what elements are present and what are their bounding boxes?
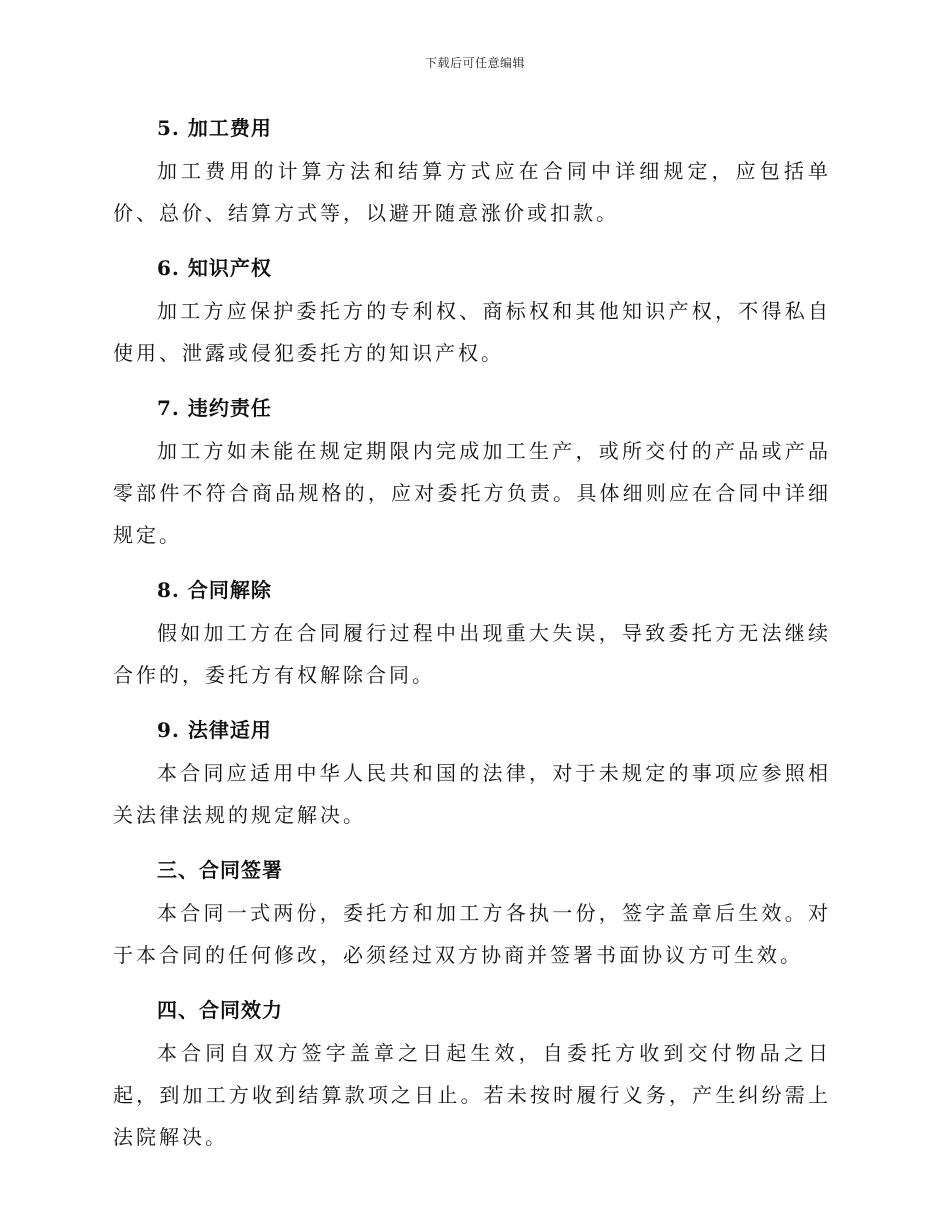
section-contract-signing <box>113 848 831 976</box>
section-contract-effect <box>113 988 831 1158</box>
page-header-note: 下载后可任意编辑 <box>424 56 525 70</box>
section-paragraph: 加工方应保护委托方的专利权、商标权和其他知识产权，不得私自使用、泄露或侵犯委托方的知识产权。 <box>113 299 831 365</box>
section-paragraph: 加工费用的计算方法和结算方式应在合同中详细规定，应包括单价、总价、结算方式等，以避开随意涨价或扣款。 <box>113 159 831 225</box>
section-paragraph: 本合同一式两份，委托方和加工方各执一份，签字盖章后生效。对于本合同的任何修改，必须经过双方协商并签署书面协议方可生效。 <box>113 901 831 967</box>
section-breach-liability <box>113 386 831 556</box>
section-heading: 9. 法律适用 <box>157 718 272 742</box>
document-body <box>113 106 831 1170</box>
section-paragraph: 假如加工方在合同履行过程中出现重大失误，导致委托方无法继续合作的，委托方有权解除合同。 <box>113 621 831 687</box>
section-paragraph: 加工方如未能在规定期限内完成加工生产，或所交付的产品或产品零部件不符合商品规格的，应对委托方负责。具体细则应在合同中详细规定。 <box>113 439 831 547</box>
section-heading: 8. 合同解除 <box>157 578 272 602</box>
section-paragraph: 本合同自双方签字盖章之日起生效，自委托方收到交付物品之日起，到加工方收到结算款项之日止。若未按时履行义务，产生纠纷需上法院解决。 <box>113 1041 831 1149</box>
section-heading: 三、合同签署 <box>157 858 283 882</box>
section-applicable-law <box>113 708 831 836</box>
section-heading: 7. 违约责任 <box>157 396 272 420</box>
section-paragraph: 本合同应适用中华人民共和国的法律，对于未规定的事项应参照相关法律法规的规定解决。 <box>113 761 831 827</box>
section-intellectual-property <box>113 246 831 374</box>
section-heading: 5. 加工费用 <box>157 116 272 140</box>
section-processing-fees <box>113 106 831 234</box>
section-contract-termination <box>113 568 831 696</box>
section-heading: 四、合同效力 <box>157 998 283 1022</box>
section-heading: 6. 知识产权 <box>157 256 272 280</box>
